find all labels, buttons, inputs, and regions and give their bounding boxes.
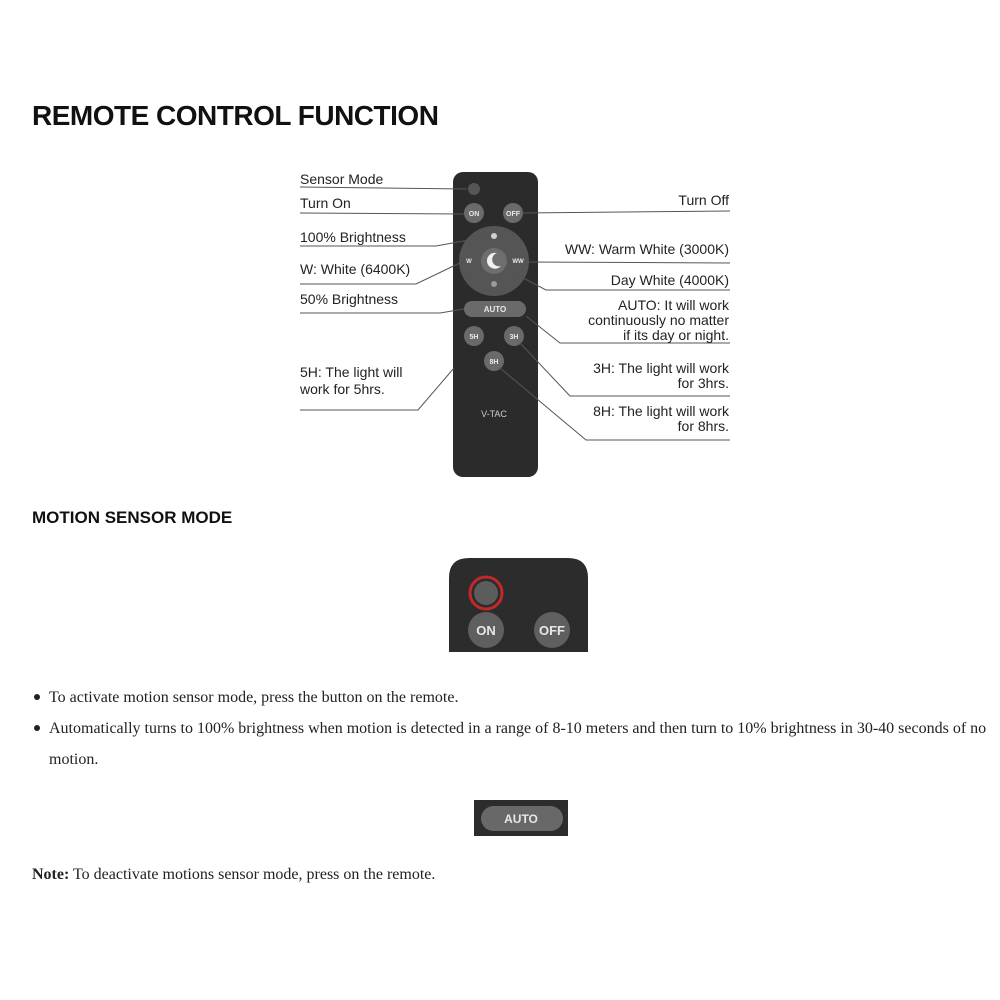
- instruction-list: [32, 682, 992, 775]
- motion-sensor-heading: MOTION SENSOR MODE: [32, 508, 233, 527]
- label-auto-line1: AUTO: It will work: [618, 297, 729, 313]
- w-button-label: W: [466, 259, 472, 265]
- label-8h-line2: for 8hrs.: [677, 418, 729, 434]
- label-warm-white: WW: Warm White (3000K): [564, 241, 729, 257]
- auto-button-closeup: [474, 800, 568, 836]
- label-3h-line2: for 3hrs.: [677, 375, 729, 391]
- label-white: W: White (6400K): [300, 261, 411, 277]
- sensor-mode-button[interactable]: [468, 183, 480, 195]
- label-5h-line1: 5H: The light will: [300, 364, 403, 380]
- closeup-sensor-button[interactable]: [474, 581, 498, 605]
- off-button-label: OFF: [506, 211, 520, 218]
- label-3h-line1: 3H: The light will work: [593, 360, 729, 376]
- closeup-off-label: OFF: [539, 623, 565, 638]
- label-auto-line2: continuously no matter: [588, 312, 729, 328]
- label-turn-on: Turn On: [300, 195, 351, 211]
- ww-button-label: WW: [512, 259, 524, 265]
- remote-control: [453, 172, 538, 477]
- note-text: To deactivate motions sensor mode, press on the remote.: [69, 866, 436, 883]
- label-5h-line2: work for 5hrs.: [300, 381, 385, 397]
- label-100-brightness: 100% Brightness: [300, 229, 406, 245]
- 3h-button-label: 3H: [509, 334, 519, 341]
- closeup-on-label: ON: [476, 623, 496, 638]
- 8h-button-label: 8H: [489, 359, 499, 366]
- label-sensor-mode: Sensor Mode: [300, 171, 384, 187]
- brightness-up-icon[interactable]: [491, 233, 497, 239]
- brand-logo: V-TAC: [481, 409, 507, 419]
- sensor-button-closeup: [449, 558, 588, 652]
- page-title: REMOTE CONTROL FUNCTION: [32, 100, 439, 131]
- auto-button-label: AUTO: [483, 305, 507, 314]
- instruction-item: Automatically turns to 100% brightness when motion is detected in a range of 8-10 meters and then turn to 10% brightness in 30-40 seconds of no motion.: [32, 713, 992, 775]
- label-turn-off: Turn Off: [678, 192, 729, 208]
- note-label: Note:: [32, 866, 70, 883]
- label-8h-line1: 8H: The light will work: [593, 403, 729, 419]
- on-button-label: ON: [468, 211, 480, 218]
- brightness-down-icon[interactable]: [491, 281, 497, 287]
- label-day-white: Day White (4000K): [610, 272, 729, 288]
- label-50-brightness: 50% Brightness: [300, 291, 399, 307]
- auto-closeup-label: AUTO: [504, 812, 538, 826]
- note-paragraph: [32, 866, 435, 884]
- label-auto-line3: if its day or night.: [623, 327, 729, 343]
- day-white-button[interactable]: [481, 248, 507, 274]
- 5h-button-label: 5H: [469, 334, 479, 341]
- instruction-item: To activate motion sensor mode, press the button on the remote.: [32, 682, 992, 713]
